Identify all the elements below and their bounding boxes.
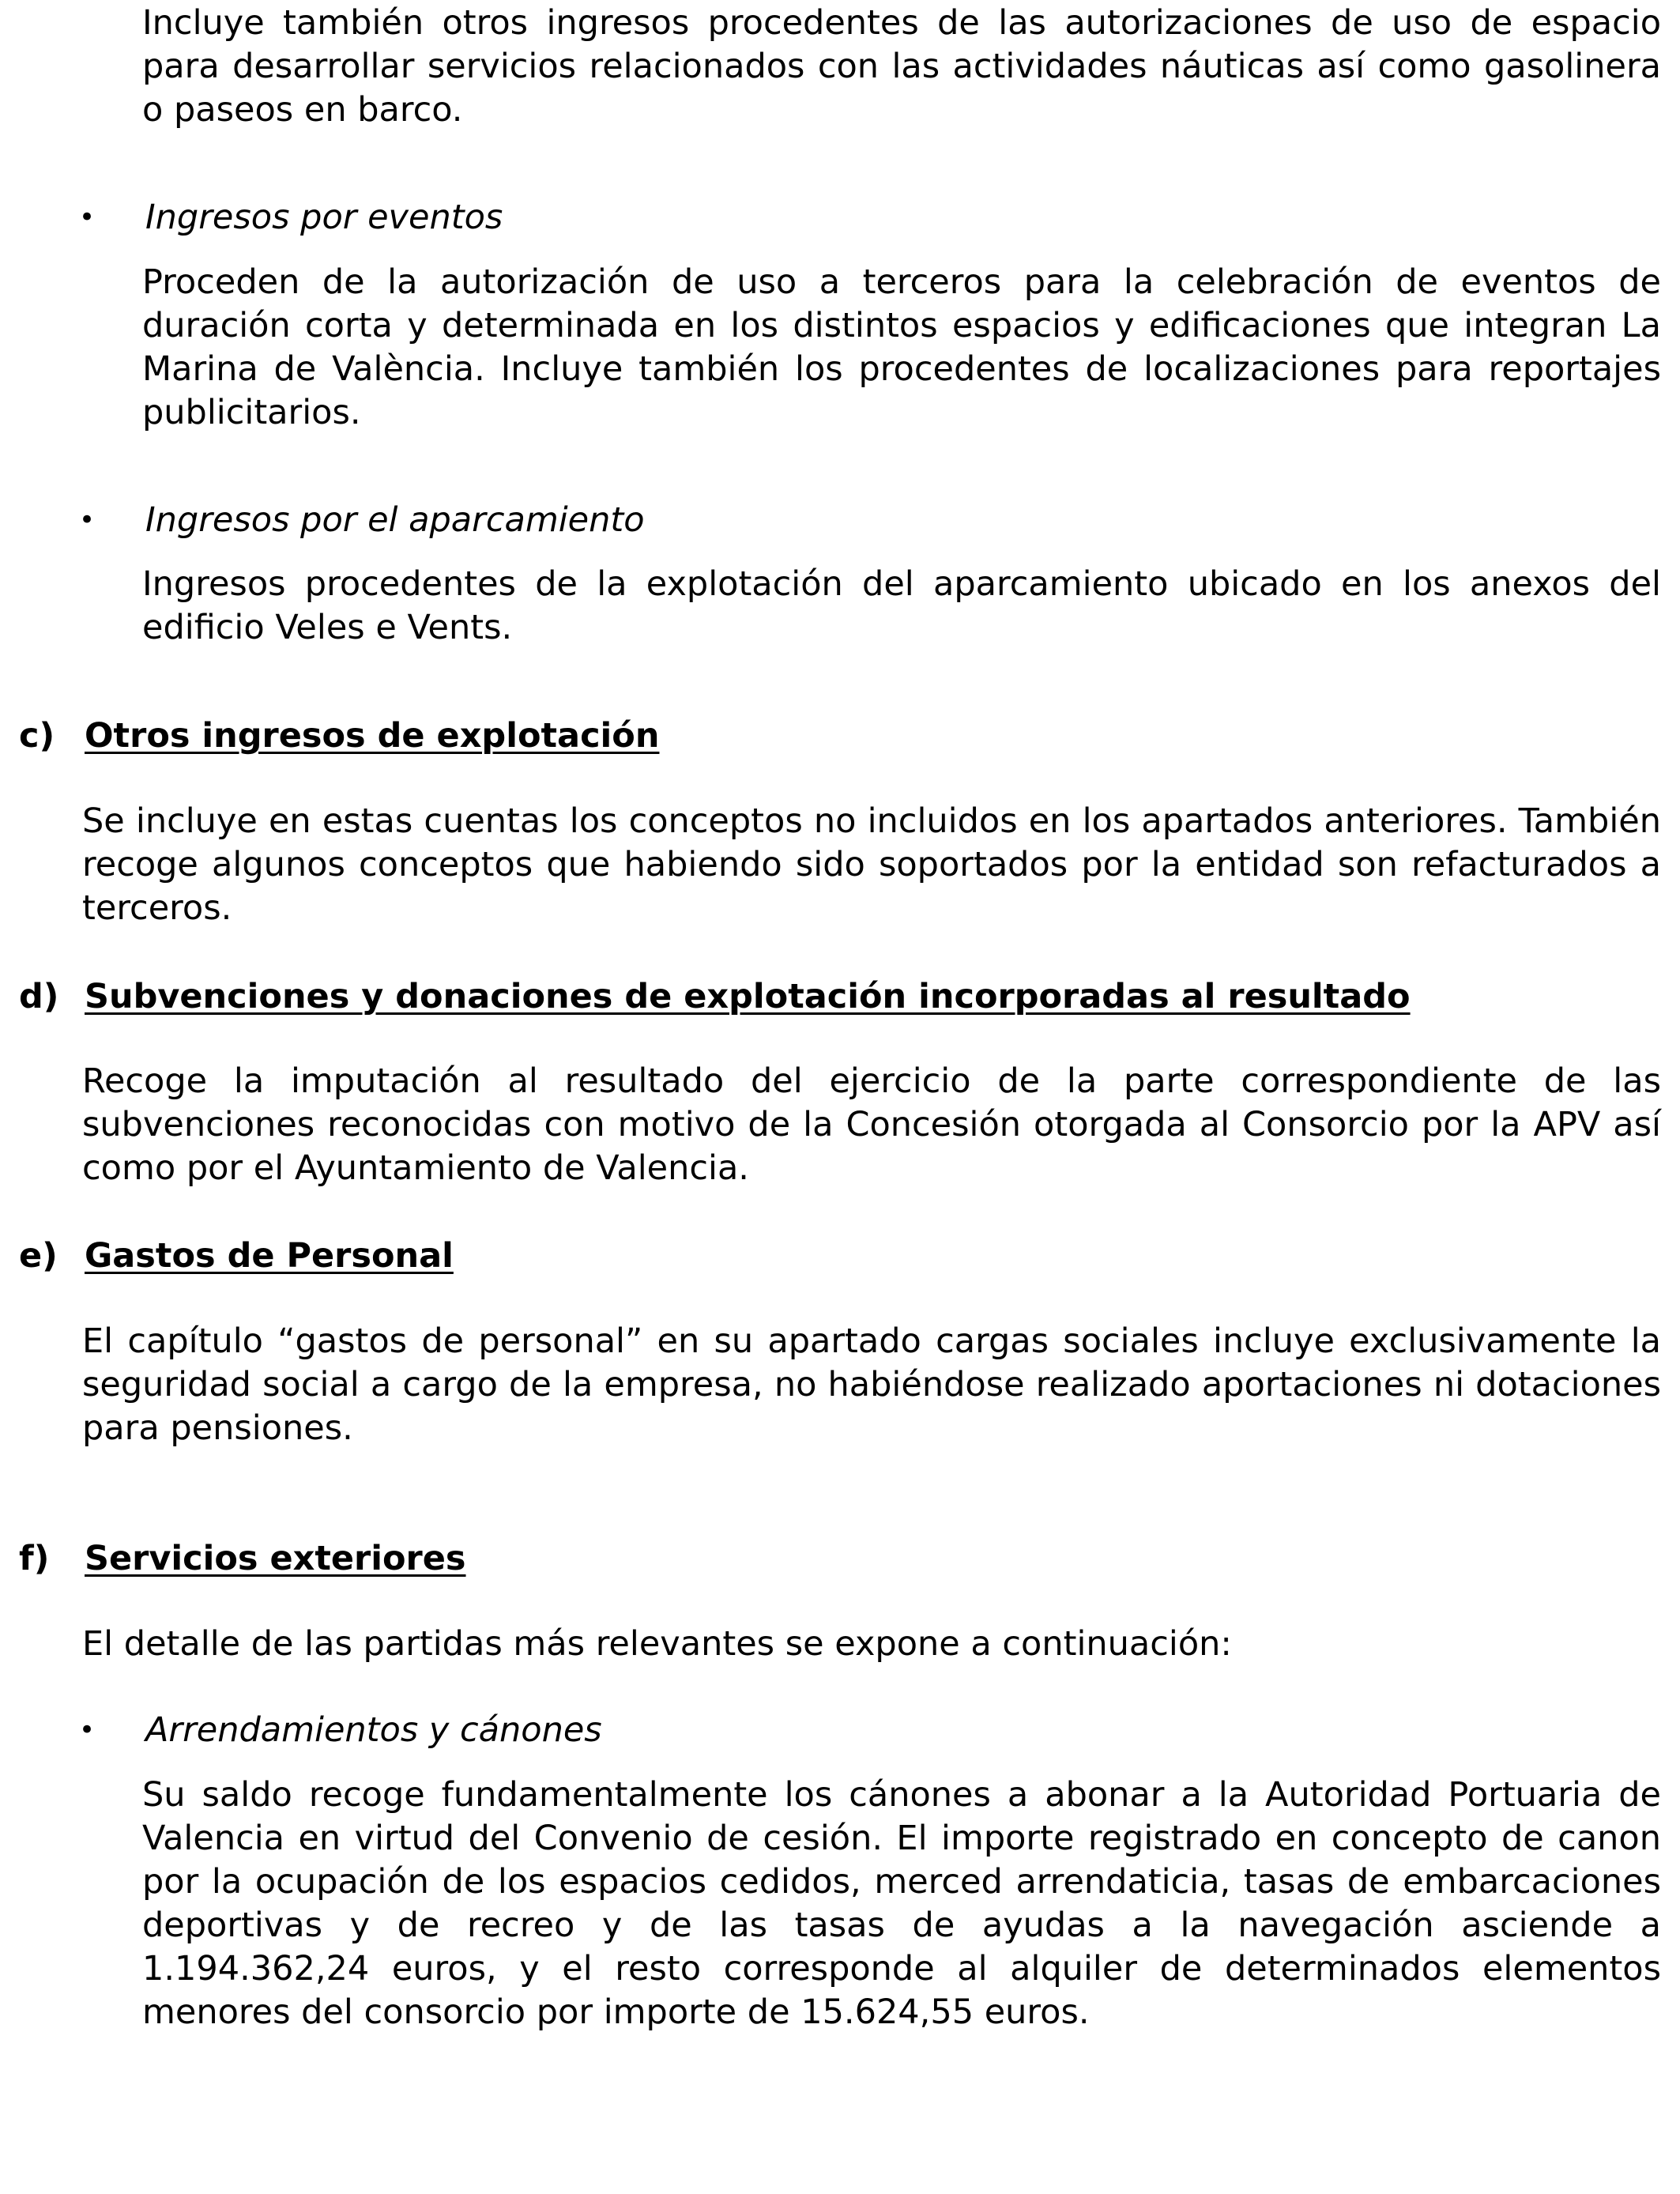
bullet-paragraph-eventos: Proceden de la autorización de uso a terceros para la celebración de eventos de duración corta y determinada en los distintos espacios y edificaciones que integran La Marina de València. Incluye también los procedentes de localizaciones para reportajes publicitarios. xyxy=(142,262,1661,432)
bullet-title-aparcamiento: Ingresos por el aparcamiento xyxy=(145,500,645,540)
section-heading-c: Otros ingresos de explotación xyxy=(85,716,660,756)
intro-paragraph: Incluye también otros ingresos procedentes de las autorizaciones de uso de espacio para desarrollar servicios relacionados con las actividades náuticas así como gasolinera o paseos en barco. xyxy=(142,3,1661,130)
section-paragraph-e: El capítulo “gastos de personal” en su apartado cargas sociales incluye exclusivamente la seguridad social a cargo de la empresa, no habiéndose realizado aportaciones ni dotaciones para pensiones. xyxy=(82,1321,1661,1448)
section-letter-c: c) xyxy=(19,716,55,756)
bullet-title-eventos: Ingresos por eventos xyxy=(145,198,503,237)
section-heading-e: Gastos de Personal xyxy=(85,1236,454,1276)
section-letter-d: d) xyxy=(19,977,59,1016)
bullet-paragraph-aparcamiento: Ingresos procedentes de la explotación del aparcamiento ubicado en los anexos del edificio Veles e Vents. xyxy=(142,564,1661,647)
section-paragraph-c: Se incluye en estas cuentas los conceptos no incluidos en los apartados anteriores. También recoge algunos conceptos que habiendo sido soportados por la entidad son refacturados a terceros. xyxy=(82,801,1661,928)
bullet-marker: • xyxy=(79,1714,96,1746)
section-paragraph-f: El detalle de las partidas más relevantes se expone a continuación: xyxy=(82,1624,1232,1664)
section-letter-e: e) xyxy=(19,1236,58,1276)
bullet-paragraph-arrendamientos: Su saldo recoge fundamentalmente los cánones a abonar a la Autoridad Portuaria de Valencia en virtud del Convenio de cesión. El importe registrado en concepto de canon por la ocupación de los espacios cedidos, merced arrendaticia, tasas de embarcaciones deportivas y de recreo y de las tasas de ayudas a la navegación asciende a 1.194.362,24 euros, y el resto corresponde al alquiler de determinados elementos menores del consorcio por importe de 15.624,55 euros. xyxy=(142,1775,1661,2032)
bullet-marker: • xyxy=(79,202,96,233)
section-paragraph-d: Recoge la imputación al resultado del ejercicio de la parte correspondiente de las subvenciones reconocidas con motivo de la Concesión otorgada al Consorcio por la APV así como por el Ayuntamiento de Valencia. xyxy=(82,1061,1661,1188)
section-heading-d: Subvenciones y donaciones de explotación incorporadas al resultado xyxy=(85,977,1411,1016)
bullet-title-arrendamientos: Arrendamientos y cánones xyxy=(145,1710,602,1750)
section-letter-f: f) xyxy=(19,1539,50,1578)
bullet-marker: • xyxy=(79,504,96,536)
section-heading-f: Servicios exteriores xyxy=(85,1539,466,1578)
